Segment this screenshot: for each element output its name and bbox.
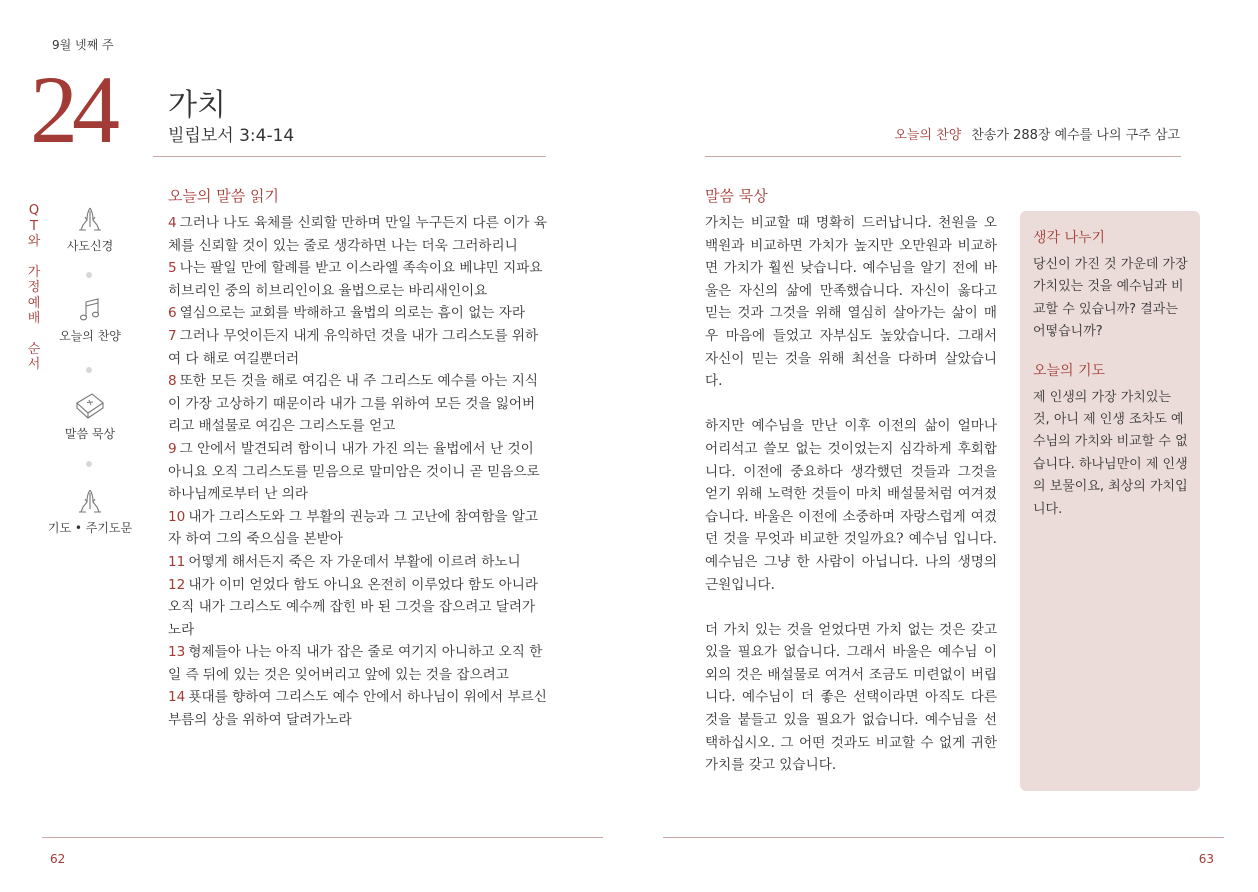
step-label: 오늘의 찬양: [59, 329, 121, 343]
prayer-text: 제 인생의 가장 가치있는 것, 아니 제 인생 조차도 예수님의 가치와 비교할 수 없습니다. 하나님만이 제 인생의 보물이요, 최상의 가치입니다.: [1033, 389, 1188, 517]
label-char: 와: [27, 234, 41, 249]
step-divider-dot: [86, 367, 92, 373]
verse: [168, 212, 548, 257]
step-apostles-creed: [45, 205, 135, 254]
scripture-reading-section: [168, 185, 548, 732]
label-gap: [27, 250, 41, 265]
section-title: 말씀 묵상: [705, 187, 768, 205]
verse-number: 10: [168, 508, 186, 525]
scripture-reference: 빌립보서 3:4-14: [168, 126, 295, 146]
verse-number: 11: [168, 553, 186, 570]
verse-number: 12: [168, 576, 186, 593]
verse: [168, 506, 548, 551]
header-divider-left: [153, 156, 546, 157]
praying-hands-icon: [75, 205, 105, 233]
meditation-paragraph: 가치는 비교할 때 명확히 드러납니다. 천원을 오백원과 비교하면 가치가 높지만 오만원과 비교하면 가치가 훨씬 낮습니다. 예수님을 알기 전에 바울은 자신의 삶에 만족했습니다. 자신이 옳다고 믿는 것과 그것을 위해 열심히 살아가는 삶이 매우 마음에 들었고 자부심도 높았습니다. 그래서 자신이 믿는 것을 위해 최선을 다하며 살았습니다.: [705, 215, 997, 390]
day-number: 24: [30, 56, 114, 163]
header-divider-right: [705, 156, 1181, 157]
step-todays-hymn: [45, 297, 135, 344]
verse-number: 5: [168, 260, 177, 277]
hymn-info: [894, 124, 1180, 143]
verse-number: 4: [168, 215, 177, 231]
page-number-right: 63: [1198, 852, 1214, 866]
verse: [168, 686, 548, 731]
label-char: T: [30, 218, 38, 234]
verse: [168, 325, 548, 370]
label-char: 정: [27, 280, 41, 295]
verse-text: 어떻게 해서든지 죽은 자 가운데서 부활에 이르려 하노니: [188, 553, 521, 570]
verse-list: [168, 212, 548, 732]
verse: [168, 641, 548, 686]
verse-text: 열심으로는 교회를 박해하고 율법의 의로는 흠이 없는 자라: [179, 305, 526, 322]
page-title: 가치: [168, 88, 226, 123]
step-label: 기도 • 주기도문: [47, 521, 133, 535]
verse-number: 7: [168, 327, 177, 344]
label-char: 예: [27, 295, 41, 311]
step-divider-dot: [86, 461, 92, 467]
label-char: 배: [27, 311, 41, 326]
verse-text: 그러나 나도 육체를 신뢰할 만하며 만일 누구든지 다른 이가 육체를 신뢰할 것이 있는 줄로 생각하면 나는 더욱 그러하리니: [168, 215, 547, 254]
verse: [168, 438, 548, 506]
verse-text: 내가 이미 얻었다 함도 아니요 온전히 이루었다 함도 아니라 오직 내가 그리스도 예수께 잡힌 바 된 그것을 잡으려고 달려가노라: [168, 576, 539, 638]
meditation-paragraph: 더 가치 있는 것을 얻었다면 가치 없는 것은 갖고 있을 필요가 없습니다. 그래서 바울은 예수님 이외의 것은 배설물로 여겨서 조금도 미련없이 버립니다. 예수님이 더 좋은 선택이라면 아직도 다른 것을 붙들고 있을 필요가 없습니다. 예수님을 선택하십시오. 그 어떤 것과도 비교할 수 없게 귀한 가치를 갖고 있습니다.: [705, 621, 997, 774]
meditation-body: [705, 212, 997, 777]
verse-text: 그러나 무엇이든지 내게 유익하던 것을 내가 그리스도를 위하여 다 해로 여길뿐더러: [168, 327, 539, 367]
share-title: 생각 나누기: [1033, 230, 1106, 246]
praying-hands-icon: [75, 487, 105, 515]
verse-number: 14: [168, 689, 186, 706]
verse-text: 형제들아 나는 아직 내가 잡은 줄로 여기지 아니하고 오직 한 일 즉 뒤에 있는 것은 잊어버리고 앞에 있는 것을 잡으려고: [168, 644, 543, 683]
verse: [168, 370, 548, 438]
meditation-section: [705, 185, 997, 799]
verse-number: 13: [168, 644, 186, 661]
label-char: 가: [27, 264, 41, 280]
step-label: 사도신경: [66, 239, 114, 253]
step-prayer: [45, 487, 135, 536]
page-number-left: 62: [50, 852, 66, 866]
label-char: 순: [27, 341, 41, 357]
footer-divider-left: [42, 837, 603, 838]
verse-text: 또한 모든 것을 해로 여김은 내 주 그리스도 예수를 아는 지식이 가장 고상하기 때문이라 내가 그를 위하여 모든 것을 잃어버리고 배설물로 여김은 그리스도를 얻고: [168, 373, 539, 435]
verse-number: 9: [168, 440, 177, 457]
step-divider-dot: [86, 272, 92, 278]
label-gap: [27, 327, 41, 342]
verse-text: 푯대를 향하여 그리스도 예수 안에서 하나님이 위에서 부르신 부름의 상을 위하여 달려가노라: [168, 689, 547, 729]
label-char: Q: [28, 203, 40, 218]
hymn-text: 찬송가 288장 예수를 나의 구주 삼고: [971, 128, 1180, 143]
verse: [168, 302, 548, 325]
section-title: 오늘의 말씀 읽기: [168, 187, 279, 205]
label-char: 서: [27, 357, 41, 372]
verse-number: 8: [168, 373, 177, 390]
week-label: 9월 넷째 주: [52, 38, 114, 52]
prayer-title: 오늘의 기도: [1033, 362, 1106, 379]
verse: [168, 257, 548, 302]
verse-text: 그 안에서 발견되려 함이니 내가 가진 의는 율법에서 난 것이 아니요 오직 그리스도를 믿음으로 말미암은 것이니 곧 믿음으로 하나님께로부터 난 의라: [168, 440, 540, 503]
meditation-paragraph: 하지만 예수님을 만난 이후 이전의 삶이 얼마나 어리석고 쓸모 없는 것이었는지 심각하게 후회합니다. 이전에 중요하다 생각했던 것들과 그것을 얻기 위해 노력한 것들이 마치 배설물처럼 여겨졌습니다. 바울은 이전에 소중하며 자랑스럽게 여겼던 것을 무엇과 비교한 것일까요? 예수님 입니다. 예수님은 그냥 한 사람이 아닙니다. 나의 생명의 근원입니다.: [705, 418, 997, 593]
verse-text: 나는 팔일 만에 할례를 받고 이스라엘 족속이요 베냐민 지파요 히브리인 중의 히브리인이요 율법으로는 바리새인이요: [168, 260, 543, 299]
bible-book-icon: [74, 391, 106, 421]
footer-divider-right: [663, 837, 1224, 838]
verse: [168, 551, 548, 574]
music-note-icon: [78, 297, 102, 323]
verse-text: 내가 그리스도와 그 부활의 권능과 그 고난에 참여함을 알고자 하여 그의 죽으심을 본받아: [168, 508, 539, 548]
reflection-box: [1020, 211, 1200, 791]
hymn-label: 오늘의 찬양: [894, 128, 962, 143]
share-text: 당신이 가진 것 가운데 가장 가치있는 것을 예수님과 비교할 수 있습니까? 결과는 어떻습니까?: [1033, 257, 1188, 340]
verse-number: 6: [168, 305, 177, 322]
sidebar-vertical-label: [27, 203, 41, 373]
step-label: 말씀 묵상: [64, 427, 116, 441]
step-word-meditation: [45, 391, 135, 442]
verse: [168, 574, 548, 642]
